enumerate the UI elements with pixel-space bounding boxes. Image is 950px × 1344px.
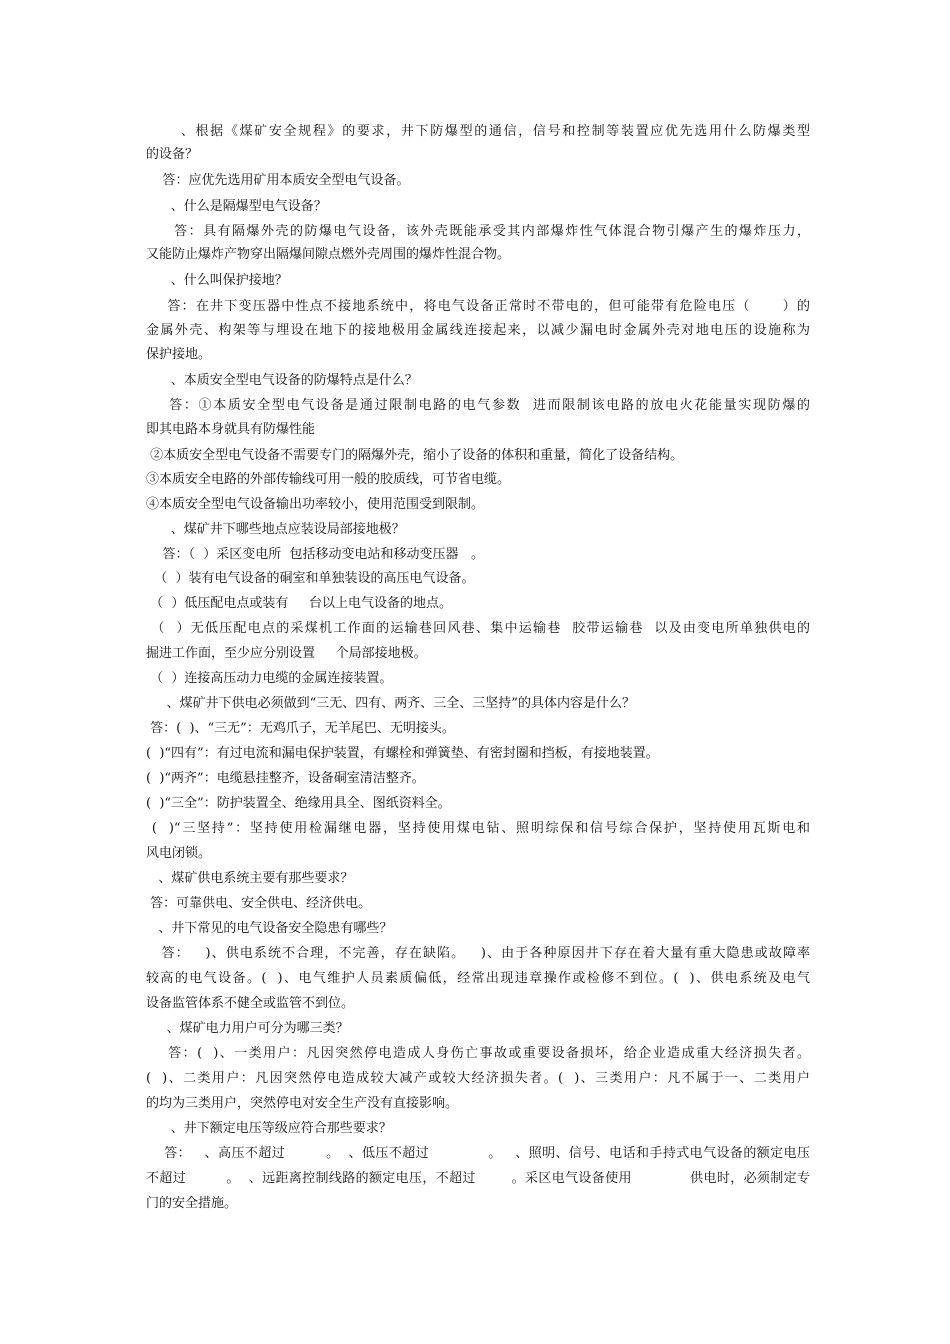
text-line: 、本质安全型电气设备的防爆特点是什么？ [146, 373, 418, 388]
text-line: 答：①本质安全型电气设备是通过限制电路的电气参数 进而限制该电路的放电火花能量实现防爆的 [146, 398, 810, 413]
text-line: 较高的电气设备。( )、电气维护人员素质偏低，经常出现违章操作或检修不到位。( )、供电系统及电气 [146, 971, 810, 986]
text-line: ( )“两齐”：电缆悬挂整齐，设备硐室清洁整齐。 [146, 771, 425, 786]
text-line: 即其电路本身就具有防爆性能 [146, 422, 316, 437]
text-line: （ ）低压配电点或装有 台以上电气设备的地点。 [146, 596, 453, 611]
text-line: 答： 、高压不超过 。 、低压不超过 。 、照明、信号、电话和手持式电气设备的额定电压 [146, 1146, 810, 1161]
text-line: （ ）连接高压动力电缆的金属连接装置。 [146, 671, 393, 686]
text-line: ( )“三坚持”：坚持使用检漏继电器，坚持使用煤电钻、照明综保和信号综合保护，坚持使用瓦斯电和 [146, 821, 810, 836]
text-line: 保护接地。 [146, 347, 212, 362]
text-line: 、煤矿井下哪些地点应装设局部接地极？ [146, 522, 405, 537]
text-line: ③本质安全电路的外部传输线可用一般的胶质线，可节省电缆。 [146, 472, 511, 487]
text-line: 金属外壳、构架等与埋设在地下的接地极用金属线连接起来，以减少漏电时金属外壳对地电压的设施称为 [146, 323, 810, 338]
text-line: 答： )、供电系统不合理，不完善，存在缺陷。 )、由于各种原因井下存在着大量有重大隐患或故障率 [146, 946, 810, 961]
text-line: 设备监管体系不健全或监管不到位。 [146, 996, 355, 1011]
text-line: 答：具有隔爆外壳的防爆电气设备，该外壳既能承受其内部爆炸性气体混合物引爆产生的爆炸压力， [146, 224, 810, 239]
text-line: ( )“三全”：防护装置全、绝缘用具全、图纸资料全。 [146, 796, 451, 811]
text-line: 又能防止爆炸产物穿出隔爆间隙点燃外壳周围的爆炸性混合物。 [146, 247, 511, 262]
text-line: 答：可靠供电、安全供电、经济供电。 [146, 896, 372, 911]
text-line: 答：在井下变压器中性点不接地系统中，将电气设备正常时不带电的，但可能带有危险电压（ ）的 [146, 299, 810, 314]
text-line: 、井下额定电压等级应符合那些要求？ [146, 1121, 392, 1136]
text-line: 答：( )、一类用户：凡因突然停电造成人身伤亡事故或重要设备损坏，给企业造成重大经济损失者。 [146, 1046, 810, 1061]
text-line: 答：( )、“三无”：无鸡爪子，无羊尾巴、无明接头。 [146, 721, 455, 736]
text-line: 风电闭锁。 [146, 846, 212, 861]
text-line: 、井下常见的电气设备安全隐患有哪些？ [146, 921, 393, 936]
text-line: ④本质安全型电气设备输出功率较小，使用范围受到限制。 [146, 497, 485, 512]
text-line: 答：应优先选用矿用本质安全型电气设备。 [146, 173, 410, 188]
text-line: 门的安全措施。 [146, 1196, 238, 1211]
text-line: 、什么是隔爆型电气设备？ [146, 199, 327, 214]
text-line: ( )、二类用户：凡因突然停电造成较大减产或较大经济损失者。( )、三类用户：凡不属于一、二类用户 [146, 1071, 810, 1086]
text-line: 掘进工作面，至少应分别设置 个局部接地极。 [146, 646, 427, 661]
text-line: ②本质安全型电气设备不需要专门的隔爆外壳，缩小了设备的体积和重量，简化了设备结构。 [146, 448, 684, 463]
text-line: 、煤矿井下供电必须做到“三无、四有、两齐、三全、三坚持”的具体内容是什么？ [146, 696, 635, 711]
text-line: 的设备？ [146, 147, 199, 162]
text-line: 答：（ ）采区变电所 包括移动变电站和移动变压器 。 [146, 547, 484, 562]
text-line: 、煤矿电力用户可分为哪三类？ [146, 1021, 349, 1036]
text-line: 、根据《煤矿安全规程》的要求，井下防爆型的通信，信号和控制等装置应优先选用什么防爆类型 [146, 124, 810, 139]
text-line: 、什么叫保护接地？ [146, 273, 288, 288]
text-line: （ ）无低压配电点的采煤机工作面的运输巷回风巷、集中运输巷 胶带运输巷 以及由变电所单独供电的 [146, 621, 810, 636]
text-line: 、煤矿供电系统主要有那些要求？ [146, 871, 354, 886]
text-line: 的均为三类用户，突然停电对安全生产没有直接影响。 [146, 1096, 459, 1111]
text-line: ( )“四有”：有过电流和漏电保护装置，有螺栓和弹簧垫、有密封圈和挡板，有接地装置。 [146, 746, 659, 761]
text-line: （ ）装有电气设备的硐室和单独装设的高压电气设备。 [146, 571, 475, 586]
text-line: 不超过 。 、远距离控制线路的额定电压，不超过 。采区电气设备使用 供电时，必须制定专 [146, 1171, 810, 1186]
